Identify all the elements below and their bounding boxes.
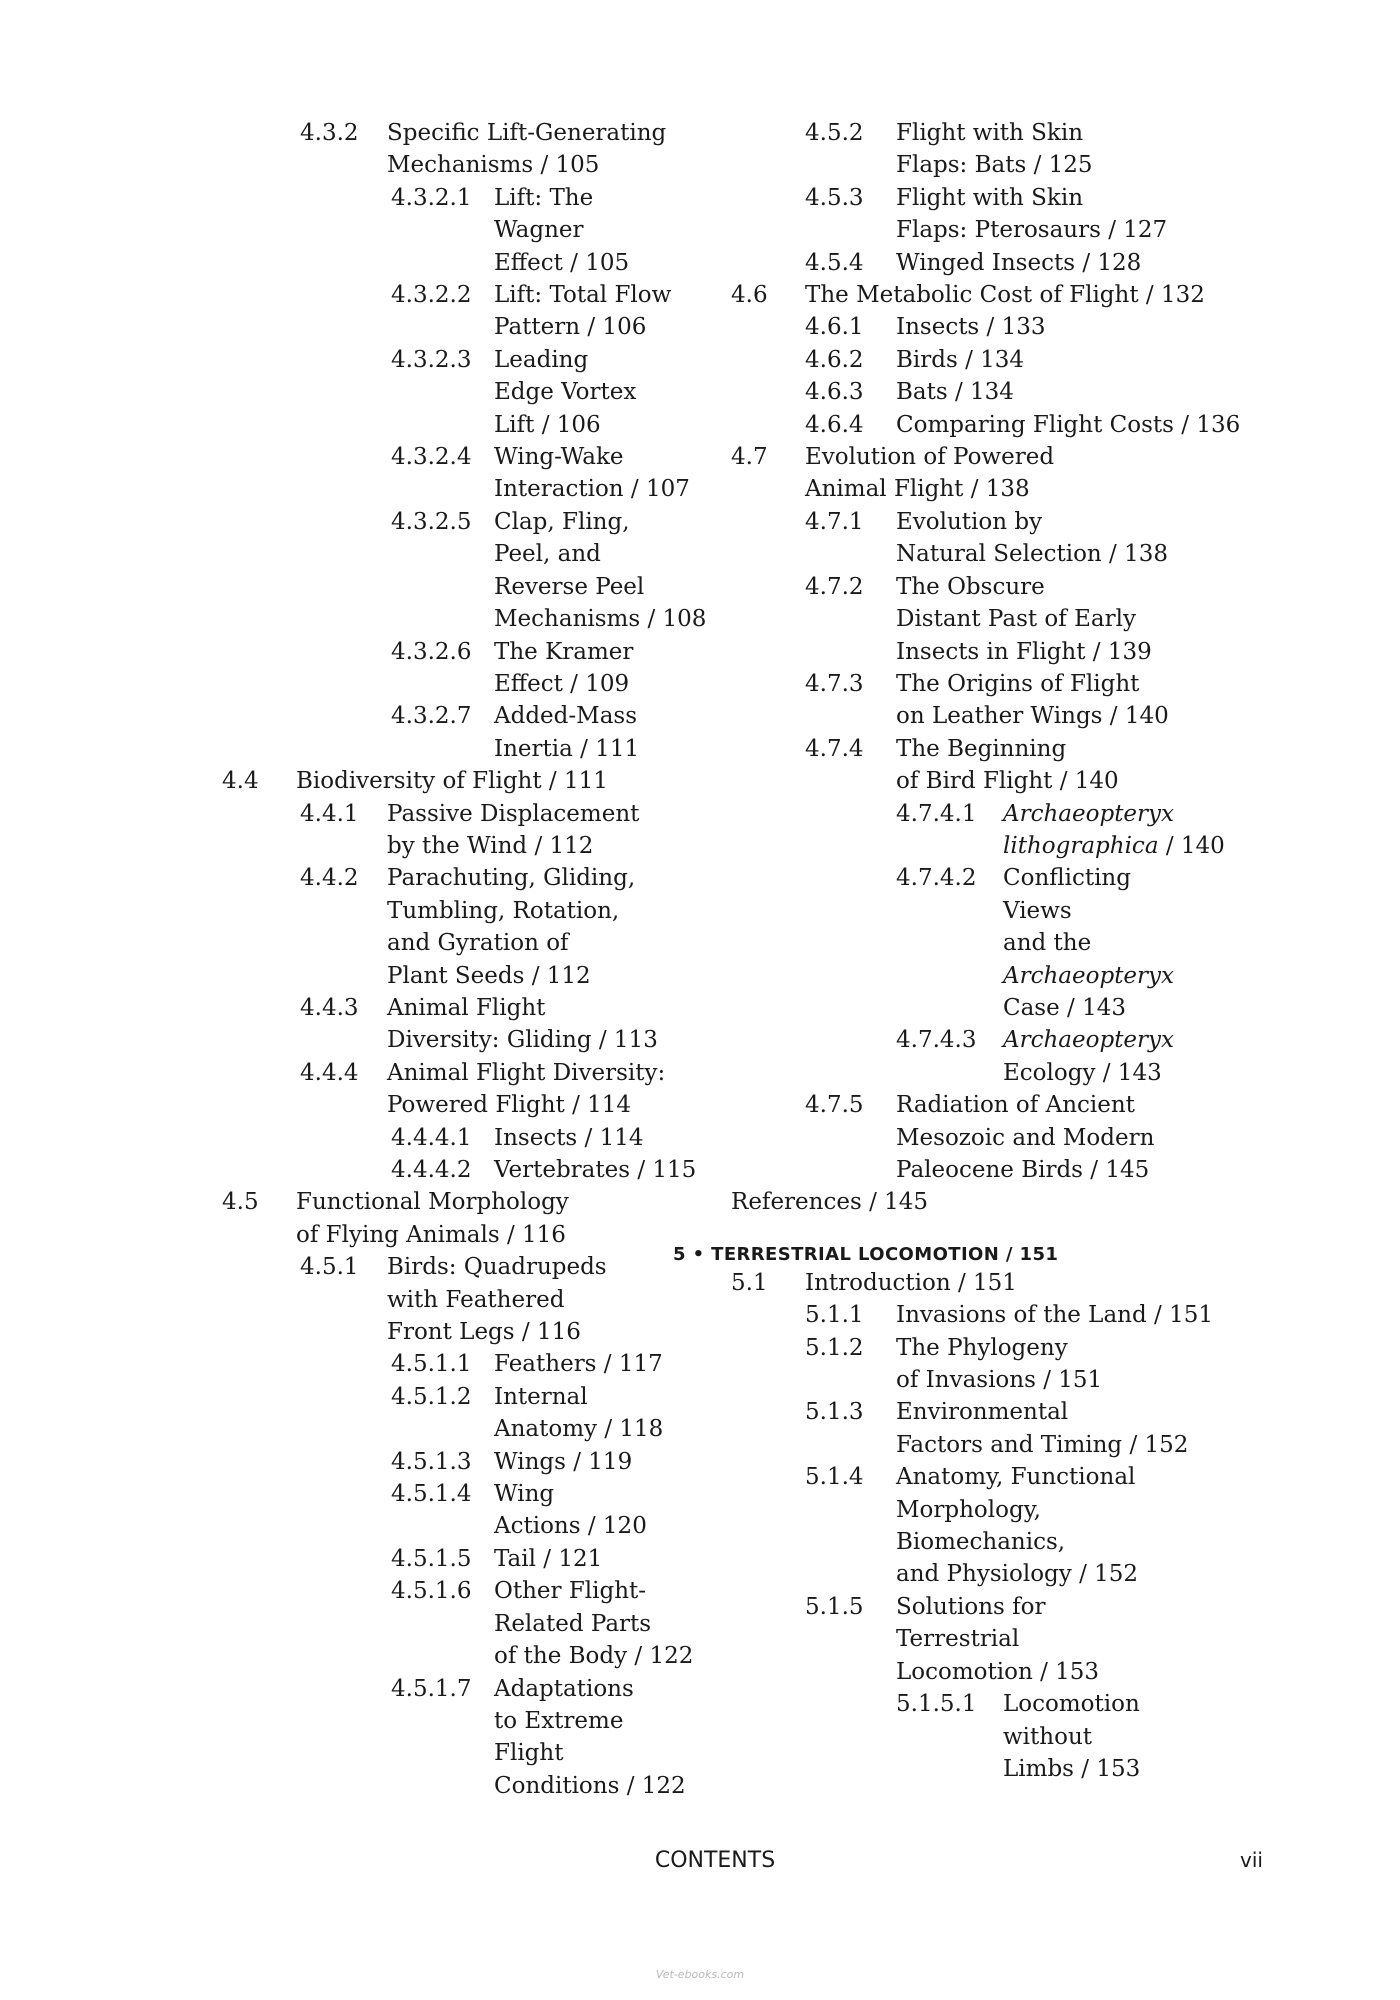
toc-entry-title <box>494 636 722 701</box>
toc-entry-number: 4.6 <box>731 282 768 309</box>
toc-entry-4-7-1[interactable] <box>731 506 1291 571</box>
toc-entry-title <box>296 1186 722 1251</box>
toc-entry-line: Paleocene Birds / 145 <box>896 1157 1150 1183</box>
toc-entry-line: Invasions of the Land / 151 <box>896 1302 1213 1329</box>
toc-entry-number: 4.7.2 <box>805 573 864 600</box>
toc-entry-title <box>1003 1688 1291 1785</box>
toc-entry-title <box>387 117 722 182</box>
toc-entry-number: 4.4.2 <box>300 865 359 892</box>
toc-entry-line: to Extreme <box>494 1707 624 1734</box>
toc-entry-line: Animal Flight / 138 <box>805 476 1030 503</box>
toc-entry-title <box>494 1543 722 1575</box>
toc-entry-line: Locomotion / 153 <box>896 1658 1100 1685</box>
toc-entry-number: 4.7.3 <box>805 670 864 697</box>
toc-entry-line: Effect / 105 <box>494 249 630 276</box>
toc-entry-line: Lift: Total Flow <box>494 282 672 309</box>
section-gap <box>731 1219 1291 1235</box>
toc-entry-4-5-4[interactable] <box>731 247 1291 279</box>
toc-entry-title <box>494 1478 722 1543</box>
toc-entry-title <box>805 279 1291 311</box>
toc-entry-title <box>296 765 722 797</box>
toc-entry-title <box>494 279 722 344</box>
toc-entry-4-5-1-6[interactable] <box>222 1575 722 1672</box>
toc-entry-line: Birds: Quadrupeds <box>387 1254 607 1281</box>
toc-entry-line: Flight <box>494 1740 564 1767</box>
toc-entry-line: with Feathered <box>387 1286 565 1313</box>
toc-entry-line: Parachuting, Gliding, <box>387 865 636 892</box>
toc-entry-number: 4.3.2.1 <box>391 184 472 211</box>
toc-entry-line: Anatomy, Functional <box>896 1464 1136 1491</box>
toc-entry-4-5-1-2[interactable] <box>222 1381 722 1446</box>
toc-entry-line: Insects / 114 <box>494 1124 644 1151</box>
toc-entry-5-1-1[interactable] <box>731 1299 1291 1331</box>
toc-entry-number: 4.5.1.2 <box>391 1383 472 1410</box>
toc-entry-4-6-1[interactable] <box>731 311 1291 343</box>
toc-entry-4-3-2-2[interactable] <box>222 279 722 344</box>
toc-entry-line: Archaeopteryx <box>1003 962 1175 989</box>
toc-entry-line: Distant Past of Early <box>896 606 1136 633</box>
toc-entry-line: Conflicting <box>1003 865 1131 892</box>
toc-entry-title <box>387 1057 722 1122</box>
toc-entry-line: Feathers / 117 <box>494 1351 663 1378</box>
toc-entry-line: Lift / 106 <box>494 411 601 438</box>
toc-entry-number: 4.7.4.1 <box>896 800 977 827</box>
toc-entry-line: Environmental <box>896 1399 1069 1426</box>
toc-entry-number: 4.7.4.3 <box>896 1027 977 1054</box>
toc-entry-title <box>494 1575 722 1672</box>
toc-entry-number: 4.5.1.4 <box>391 1481 472 1508</box>
toc-entry-title <box>805 1267 1291 1299</box>
toc-entry-line: Archaeopteryx <box>1003 1027 1175 1054</box>
toc-entry-line: Evolution of Powered <box>805 444 1055 471</box>
toc-entry-title <box>387 798 722 863</box>
toc-entry-line: Terrestrial <box>896 1626 1020 1653</box>
toc-entry-title <box>494 700 722 765</box>
toc-entry-4-3-2[interactable] <box>222 117 722 182</box>
toc-entry-4-7-3[interactable] <box>731 668 1291 733</box>
toc-entry-line: without <box>1003 1723 1093 1750</box>
toc-entry-line: The Phylogeny <box>896 1334 1068 1361</box>
toc-entry-number: 5.1.1 <box>805 1302 864 1329</box>
page-number: vii <box>1240 1848 1263 1872</box>
toc-entry-number: 4.4.1 <box>300 800 359 827</box>
toc-entry-number: 4.5.1.6 <box>391 1578 472 1605</box>
toc-entry-line: Natural Selection / 138 <box>896 541 1169 568</box>
toc-entry-line: of Invasions / 151 <box>896 1367 1103 1394</box>
toc-entry-4-7-4-3[interactable] <box>731 1024 1291 1089</box>
toc-entry-number: 5.1.5.1 <box>896 1691 977 1718</box>
toc-entry-4-3-2-1[interactable] <box>222 182 722 279</box>
toc-entry-line: Ecology / 143 <box>1003 1059 1162 1086</box>
toc-entry-number: 5.1.5 <box>805 1593 864 1620</box>
toc-entry-line: Wings / 119 <box>494 1448 633 1475</box>
toc-entry-title <box>896 1089 1291 1186</box>
toc-entry-title <box>387 1251 722 1348</box>
toc-entry-line: Insects / 133 <box>896 314 1046 341</box>
toc-entry-line: Flight with Skin <box>896 184 1084 211</box>
toc-entry-title <box>896 668 1291 733</box>
toc-entry-title <box>896 311 1291 343</box>
toc-entry-number: 4.5.4 <box>805 249 864 276</box>
toc-entry-number: 4.3.2.6 <box>391 638 472 665</box>
toc-entry-line: Actions / 120 <box>494 1513 647 1540</box>
toc-entry-title <box>896 1299 1291 1331</box>
toc-entry-title <box>494 1673 722 1803</box>
toc-entry-line: Reverse Peel <box>494 573 645 600</box>
toc-entry-5-1-5[interactable] <box>731 1591 1291 1688</box>
toc-entry-number: 4.7.4.2 <box>896 865 977 892</box>
toc-entry-line: Wing <box>494 1481 555 1508</box>
toc-entry-title <box>896 733 1291 798</box>
toc-entry-4-3-2-6[interactable] <box>222 636 722 701</box>
toc-entry-line: Leading <box>494 346 589 373</box>
toc-entry-number: 4.6.4 <box>805 411 864 438</box>
toc-entry-4-5-1-3[interactable] <box>222 1446 722 1478</box>
toc-entry-4-7[interactable] <box>731 441 1291 506</box>
toc-entry-line: on Leather Wings / 140 <box>896 703 1169 730</box>
toc-entry-line: Comparing Flight Costs / 136 <box>896 411 1241 438</box>
toc-entry-line: Morphology, <box>896 1496 1041 1523</box>
toc-entry-number: 5.1 <box>731 1269 768 1296</box>
toc-entry-line: Mesozoic and Modern <box>896 1124 1155 1151</box>
toc-entry-number: 4.5.1.3 <box>391 1448 472 1475</box>
toc-entry-title <box>896 1461 1291 1591</box>
toc-entry-title <box>494 506 722 636</box>
toc-entry-line: Related Parts <box>494 1610 652 1637</box>
toc-entry-4-5-1-5[interactable] <box>222 1543 722 1575</box>
toc-entry-line: Internal <box>494 1383 588 1410</box>
toc-entry-title <box>387 992 722 1057</box>
toc-entry-line: Wing-Wake <box>494 444 624 471</box>
toc-entry-title <box>896 1332 1291 1397</box>
toc-entry-4-4-4-2[interactable] <box>222 1154 722 1186</box>
toc-entry-number: 4.4.3 <box>300 994 359 1021</box>
toc-entry-title <box>494 1446 722 1478</box>
toc-entry-title <box>494 441 722 506</box>
toc-entry-title <box>896 1591 1291 1688</box>
toc-entry-line: Birds / 134 <box>896 346 1025 373</box>
toc-entry-title <box>494 1122 722 1154</box>
toc-entry-number: 4.4 <box>222 768 259 795</box>
toc-entry-number: 4.3.2.2 <box>391 282 472 309</box>
running-footer-title: CONTENTS <box>654 1848 776 1873</box>
toc-entry-line: Bats / 134 <box>896 379 1014 406</box>
toc-entry-line: Plant Seeds / 112 <box>387 962 591 989</box>
toc-entry-title <box>896 344 1291 376</box>
toc-entry-number: 4.3.2.4 <box>391 444 472 471</box>
toc-entry-title <box>896 182 1291 247</box>
toc-entry-title <box>494 344 722 441</box>
toc-entry-4-6[interactable] <box>731 279 1291 311</box>
toc-entry-number: 4.5.1.5 <box>391 1545 472 1572</box>
toc-entry-4-3-2-4[interactable] <box>222 441 722 506</box>
toc-entry-4-4-4[interactable] <box>222 1057 722 1122</box>
toc-entry-line: Animal Flight Diversity: <box>387 1059 666 1086</box>
toc-entry-line: of Flying Animals / 116 <box>296 1221 566 1248</box>
toc-entry-number: 4.5.1.7 <box>391 1675 472 1702</box>
toc-entry-5-1-4[interactable] <box>731 1461 1291 1591</box>
toc-entry-number: 4.5.3 <box>805 184 864 211</box>
toc-entry-line: References / 145 <box>731 1189 929 1216</box>
toc-entry-number: 4.6.1 <box>805 314 864 341</box>
toc-entry-title <box>896 247 1291 279</box>
toc-entry-line: by the Wind / 112 <box>387 832 594 859</box>
toc-entry-5-1-5-1[interactable] <box>731 1688 1291 1785</box>
toc-entry-line: Mechanisms / 108 <box>494 606 707 633</box>
toc-entry-title <box>494 1154 722 1186</box>
toc-entry-line: of Bird Flight / 140 <box>896 768 1119 795</box>
toc-entry-line: Clap, Fling, <box>494 508 630 535</box>
toc-entry-number: 4.3.2.3 <box>391 346 472 373</box>
toc-entry-number: 4.5 <box>222 1189 259 1216</box>
toc-entry-line: Biomechanics, <box>896 1529 1066 1556</box>
toc-entry-5-1-2[interactable] <box>731 1332 1291 1397</box>
toc-entry-line: Flaps: Bats / 125 <box>896 152 1093 179</box>
toc-entry-line: The Obscure <box>896 573 1045 600</box>
toc-entry-line: Peel, and <box>494 541 601 568</box>
toc-entry-4-3-2-5[interactable] <box>222 506 722 636</box>
toc-entry-4-5-3[interactable] <box>731 182 1291 247</box>
toc-entry-line: and the <box>1003 930 1092 957</box>
toc-entry-title <box>896 506 1291 571</box>
toc-entry-title <box>1003 798 1291 863</box>
toc-entry-number: 4.4.4.2 <box>391 1157 472 1183</box>
toc-entry-5-1[interactable] <box>731 1267 1291 1299</box>
toc-entry-4-6-4[interactable] <box>731 409 1291 441</box>
toc-entry-line: Edge Vortex <box>494 379 637 406</box>
toc-entry-line: Factors and Timing / 152 <box>896 1431 1189 1458</box>
toc-entry-title <box>896 376 1291 408</box>
toc-entry-line: Animal Flight <box>387 994 546 1021</box>
toc-entry-number: 5.1.2 <box>805 1334 864 1361</box>
toc-entry-number: 4.4.4 <box>300 1059 359 1086</box>
toc-entry-line: Lift: The <box>494 184 594 211</box>
toc-entry-line: Limbs / 153 <box>1003 1755 1141 1782</box>
toc-entry-line: Vertebrates / 115 <box>494 1157 697 1183</box>
toc-entry-4-3-2-3[interactable] <box>222 344 722 441</box>
toc-entry-line: and Physiology / 152 <box>896 1561 1139 1588</box>
toc-entry-number: 4.7.4 <box>805 735 864 762</box>
toc-entry-number: 4.6.3 <box>805 379 864 406</box>
toc-entry-title <box>805 441 1291 506</box>
toc-entry-number: 4.4.4.1 <box>391 1124 472 1151</box>
toc-entry-line: Biodiversity of Flight / 111 <box>296 768 608 795</box>
toc-entry-number: 4.5.1 <box>300 1254 359 1281</box>
toc-entry-line: of the Body / 122 <box>494 1643 694 1670</box>
toc-entry-4-5-2[interactable] <box>731 117 1291 182</box>
toc-entry-line: The Kramer <box>494 638 634 665</box>
toc-entry-line: Front Legs / 116 <box>387 1319 581 1346</box>
toc-entry-line: Effect / 109 <box>494 670 630 697</box>
toc-entry-number: 5.1.3 <box>805 1399 864 1426</box>
toc-entry-number: 4.3.2.7 <box>391 703 472 730</box>
toc-entry-number: 4.7 <box>731 444 768 471</box>
toc-entry-line: Views <box>1003 897 1072 924</box>
toc-entry-line: Diversity: Gliding / 113 <box>387 1027 658 1054</box>
toc-entry-line: Introduction / 151 <box>805 1269 1017 1296</box>
toc-entry-line: Added-Mass <box>494 703 638 730</box>
toc-entry-line: The Metabolic Cost of Flight / 132 <box>805 282 1205 309</box>
toc-entry-number: 4.5.2 <box>805 120 864 146</box>
toc-entry-4-4[interactable] <box>222 765 722 797</box>
toc-entry-line: Powered Flight / 114 <box>387 1092 632 1119</box>
toc-entry-4-6-3[interactable] <box>731 376 1291 408</box>
watermark: Vet-ebooks.com <box>655 1968 745 1981</box>
toc-entry-5-1-3[interactable] <box>731 1396 1291 1461</box>
toc-entry-line: Mechanisms / 105 <box>387 152 600 179</box>
toc-entry-number: 4.3.2.5 <box>391 508 472 535</box>
toc-entry-line: Adaptations <box>494 1675 634 1702</box>
toc-entry-references[interactable] <box>731 1186 1291 1218</box>
toc-entry-number: 4.7.5 <box>805 1092 864 1119</box>
toc-entry-4-7-5[interactable] <box>731 1089 1291 1186</box>
toc-entry-4-4-2[interactable] <box>222 862 722 992</box>
toc-entry-4-4-3[interactable] <box>222 992 722 1057</box>
toc-entry-line: and Gyration of <box>387 930 569 957</box>
toc-entry-line: Case / 143 <box>1003 994 1126 1021</box>
toc-entry-4-5-1-7[interactable] <box>222 1673 722 1803</box>
toc-entry-line: Locomotion <box>1003 1691 1140 1718</box>
toc-entry-line: Wagner <box>494 217 584 244</box>
toc-entry-number: 4.6.2 <box>805 346 864 373</box>
toc-entry-title <box>387 862 722 992</box>
toc-entry-4-5-1-4[interactable] <box>222 1478 722 1543</box>
toc-entry-4-5-1-1[interactable] <box>222 1348 722 1380</box>
toc-entry-number: 4.7.1 <box>805 508 864 535</box>
toc-entry-line: Interaction / 107 <box>494 476 690 503</box>
toc-entry-4-7-4-2[interactable] <box>731 862 1291 1024</box>
toc-entry-line: Anatomy / 118 <box>494 1416 664 1443</box>
toc-entry-line: Flight with Skin <box>896 120 1084 146</box>
toc-entry-4-4-1[interactable] <box>222 798 722 863</box>
chapter-heading: 5 • TERRESTRIAL LOCOMOTION / 151 <box>673 1243 1059 1265</box>
toc-entry-title <box>896 117 1291 182</box>
toc-entry-4-7-4[interactable] <box>731 733 1291 798</box>
toc-entry-line: Archaeopteryx <box>1003 800 1175 827</box>
toc-entry-line: Flaps: Pterosaurs / 127 <box>896 217 1168 244</box>
toc-entry-4-5-1[interactable] <box>222 1251 722 1348</box>
toc-entry-number: 4.5.1.1 <box>391 1351 472 1378</box>
toc-entry-number: 5.1.4 <box>805 1464 864 1491</box>
toc-entry-number: 4.3.2 <box>300 120 359 146</box>
toc-entry-line: Passive Displacement <box>387 800 640 827</box>
toc-entry-4-5[interactable] <box>222 1186 722 1251</box>
toc-entry-title <box>1003 1024 1291 1089</box>
toc-entry-title <box>896 571 1291 668</box>
toc-entry-line: Specific Lift-Generating <box>387 120 667 146</box>
toc-entry-line: Conditions / 122 <box>494 1772 686 1799</box>
toc-entry-line: Inertia / 111 <box>494 735 640 762</box>
toc-column-left <box>222 117 722 1802</box>
toc-entry-title <box>494 1381 722 1446</box>
toc-entry-title <box>494 1348 722 1380</box>
toc-entry-title <box>494 182 722 279</box>
toc-entry-4-7-4-1[interactable] <box>731 798 1291 863</box>
toc-entry-line: Tail / 121 <box>494 1545 603 1572</box>
toc-entry-line: Pattern / 106 <box>494 314 647 341</box>
toc-entry-line: Insects in Flight / 139 <box>896 638 1152 665</box>
toc-entry-line: lithographica / 140 <box>1003 832 1225 859</box>
toc-entry-line: Tumbling, Rotation, <box>387 897 620 924</box>
toc-entry-line: Radiation of Ancient <box>896 1092 1135 1119</box>
toc-entry-4-7-2[interactable] <box>731 571 1291 668</box>
toc-entry-line: Winged Insects / 128 <box>896 249 1142 276</box>
toc-entry-4-4-4-1[interactable] <box>222 1122 722 1154</box>
toc-entry-line: Evolution by <box>896 508 1043 535</box>
toc-entry-line: Solutions for <box>896 1593 1046 1620</box>
toc-entry-4-3-2-7[interactable] <box>222 700 722 765</box>
toc-entry-title <box>896 409 1291 441</box>
toc-column-right <box>673 117 1291 1785</box>
toc-entry-line: The Origins of Flight <box>896 670 1140 697</box>
toc-entry-4-6-2[interactable] <box>731 344 1291 376</box>
toc-entry-title <box>1003 862 1291 1024</box>
toc-entry-line: The Beginning <box>896 735 1067 762</box>
toc-entry-line: Other Flight- <box>494 1578 647 1605</box>
toc-entry-line: Functional Morphology <box>296 1189 569 1216</box>
toc-entry-title <box>896 1396 1291 1461</box>
toc-entry-title <box>731 1186 1291 1218</box>
